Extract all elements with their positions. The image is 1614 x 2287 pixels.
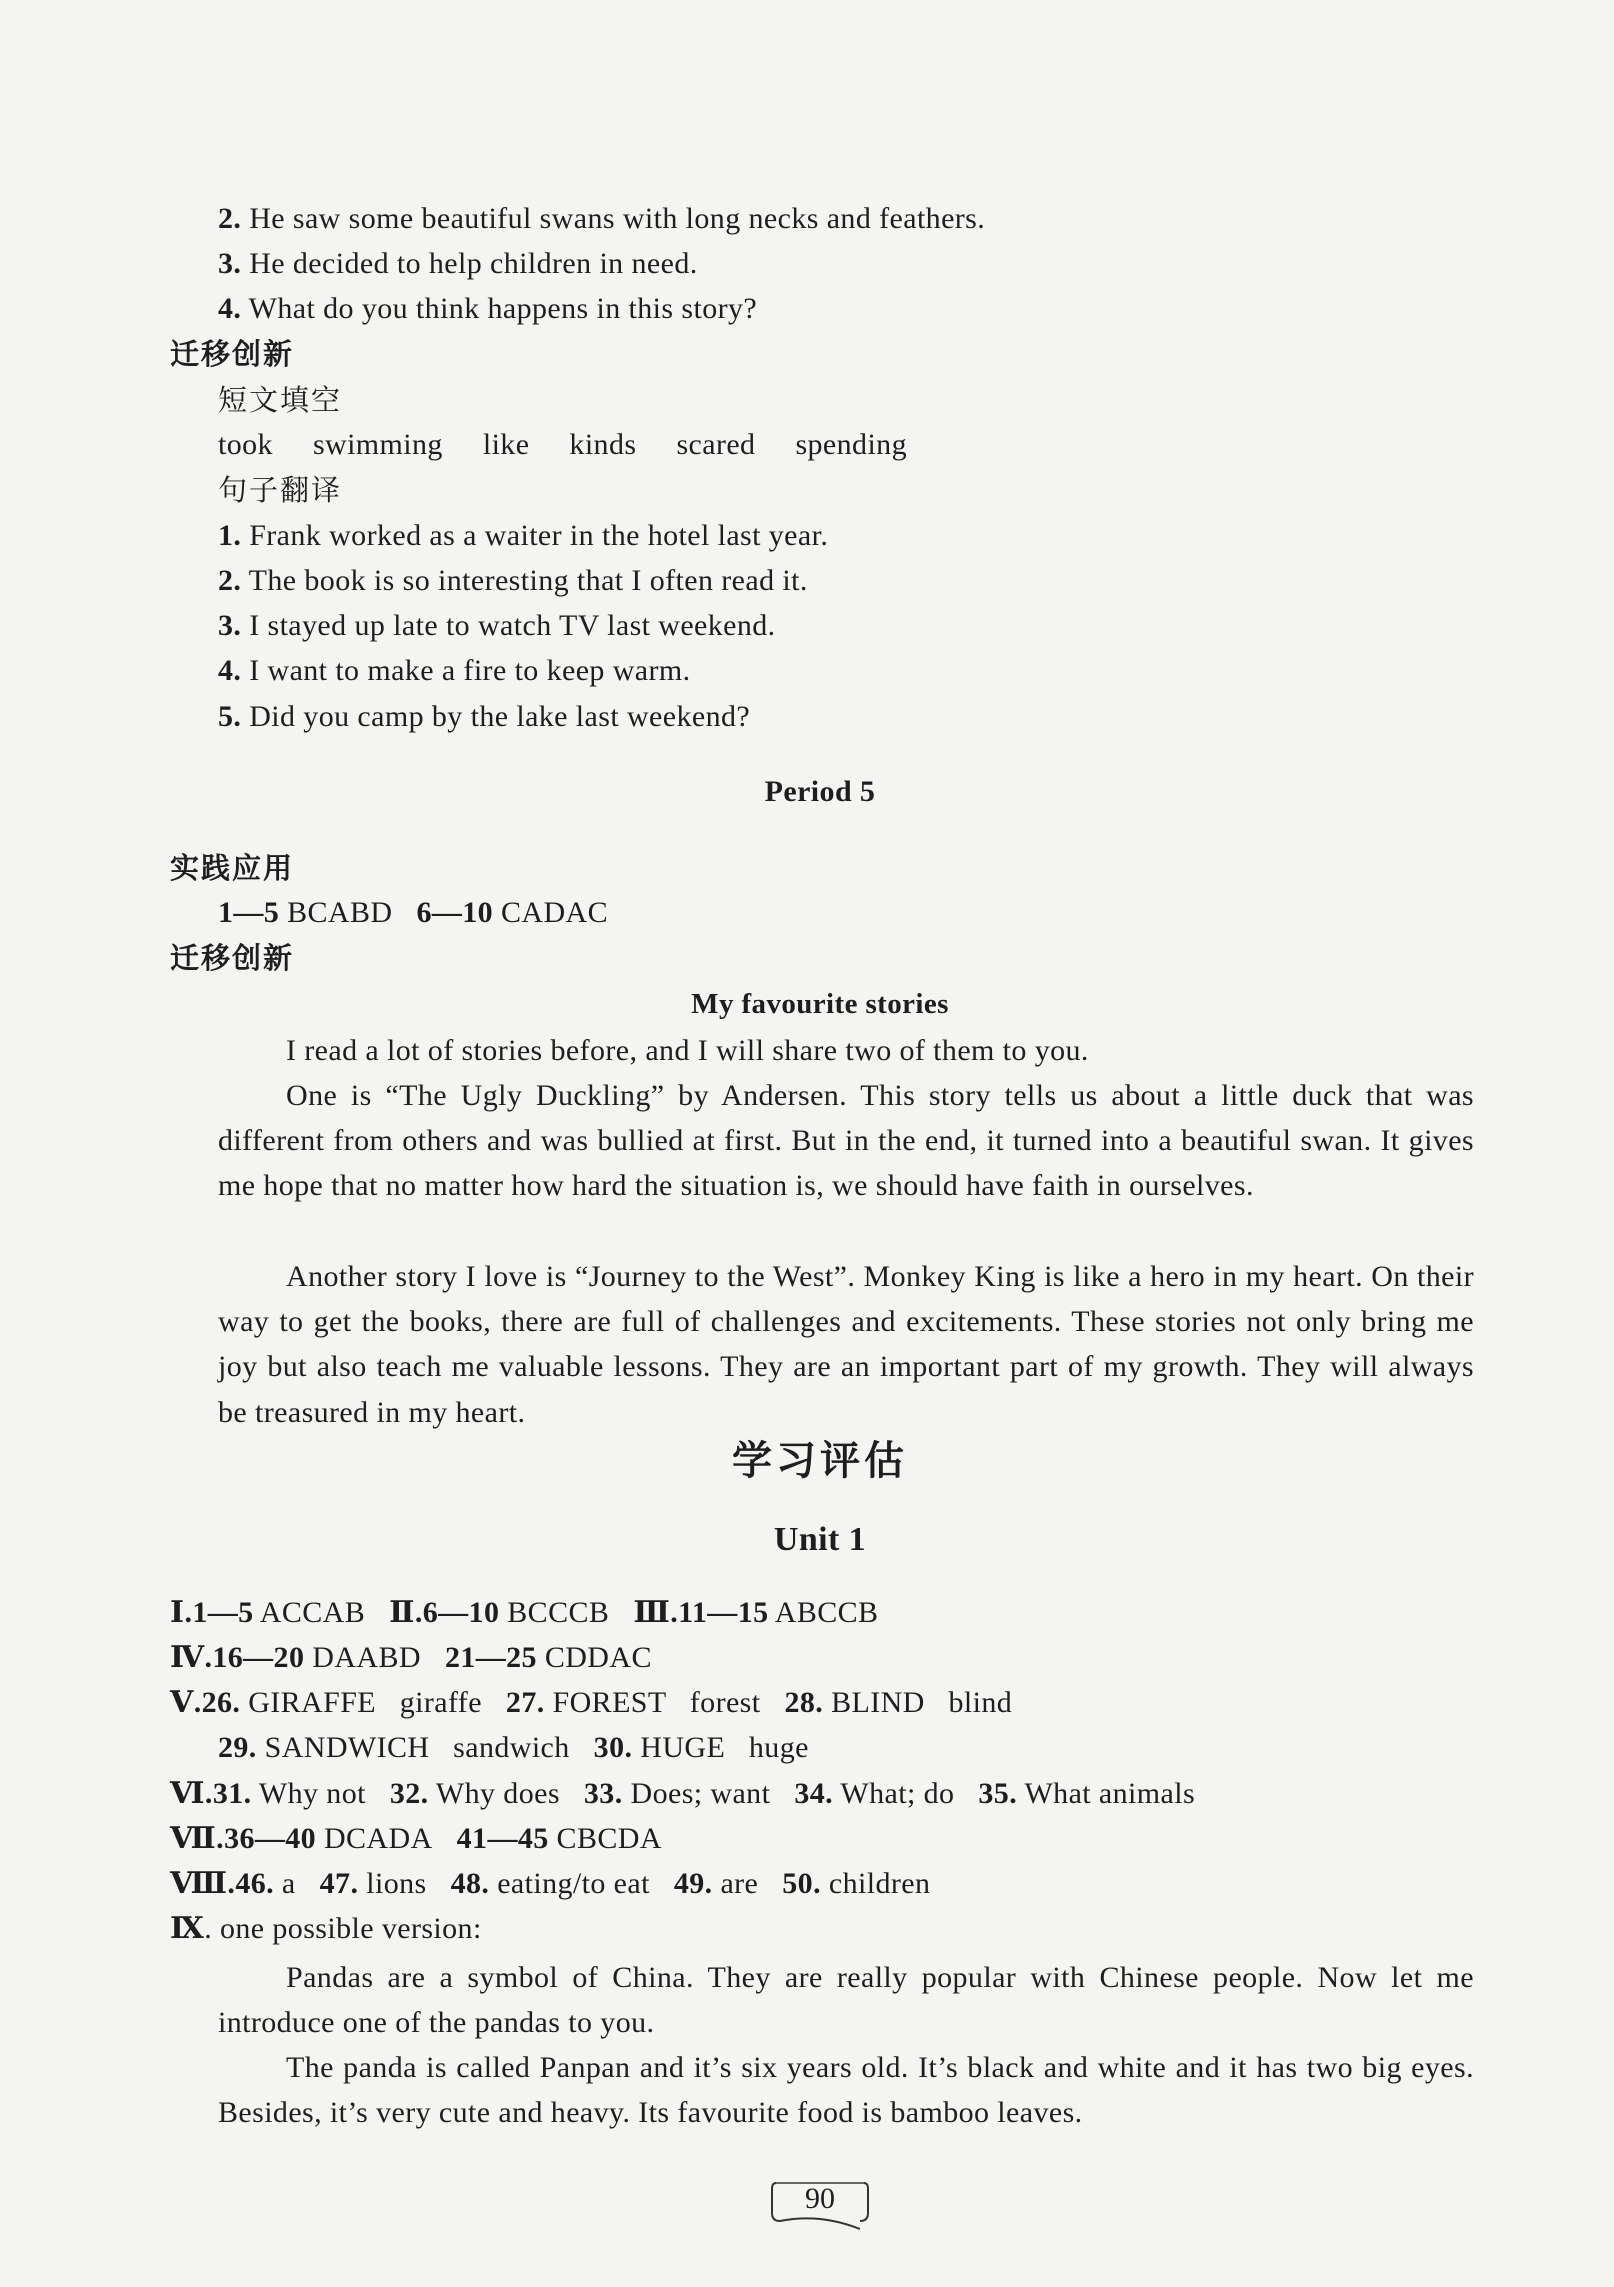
range-label: 11—15 (678, 1596, 769, 1629)
answer-text: GIRAFFE giraffe (240, 1686, 482, 1719)
unit-title: Unit 1 (773, 1521, 867, 1558)
item-number: 47. (319, 1867, 359, 1900)
item-number: 35. (978, 1777, 1018, 1810)
roman-numeral: Ⅴ (170, 1686, 194, 1719)
roman-numeral: Ⅸ (170, 1912, 205, 1945)
item-number: 5. (218, 700, 242, 733)
item-number: 33. (583, 1777, 623, 1810)
item-text: He saw some beautiful swans with long necks and feathers. (241, 202, 986, 235)
answer-text: are (712, 1867, 759, 1900)
answer-text: BLIND blind (823, 1686, 1013, 1719)
item-number: 32. (389, 1777, 429, 1810)
answer-text: CADAC (493, 896, 608, 929)
item-text: I stayed up late to watch TV last weekend. (241, 609, 776, 642)
translation-line (218, 606, 776, 646)
roman-numeral: Ⅰ (170, 1596, 185, 1629)
roman-numeral: Ⅱ (389, 1596, 415, 1629)
range-label: 6—10 (416, 896, 494, 929)
answer-text: . one possible version: (204, 1912, 482, 1945)
answer-text: CBCDA (548, 1822, 662, 1855)
item-number: 31. (212, 1777, 252, 1810)
answer-text: BCCCB (499, 1596, 610, 1629)
answer-text: a (274, 1867, 296, 1900)
translation-line (218, 561, 808, 601)
roman-numeral: Ⅶ (170, 1822, 217, 1855)
range-label: 6—10 (422, 1596, 500, 1629)
subheading-fill-blank: 短文填空 (218, 383, 343, 417)
answer-line-4 (218, 289, 757, 329)
item-number: 49. (673, 1867, 713, 1900)
item-number: 27. (505, 1686, 545, 1719)
item-number: 30. (593, 1731, 633, 1764)
roman-numeral: Ⅳ (170, 1641, 205, 1674)
translation-line (218, 697, 750, 737)
answer-row-6: Ⅷ.46. a 47. lions 48. eating/to eat 49. are 50. children (170, 1864, 930, 1904)
answer-text: ABCCB (768, 1596, 879, 1629)
item-number: 28. (784, 1686, 824, 1719)
item-text: What do you think happens in this story? (241, 292, 758, 325)
roman-numeral: Ⅷ (170, 1867, 228, 1900)
answer-line-3 (218, 244, 698, 284)
range-label: 41—45 (456, 1822, 549, 1855)
practice-answers (218, 893, 608, 933)
answer-text: SANDWICH sandwich (256, 1731, 570, 1764)
fill-word: spending (795, 428, 907, 461)
item-number: 3. (218, 609, 242, 642)
range-label: 36—40 (224, 1822, 317, 1855)
roman-numeral: Ⅲ (633, 1596, 671, 1629)
answer-text: BCABD (279, 896, 393, 929)
page-number-text: 90 (805, 2182, 835, 2215)
essay-paragraph: Another story I love is “Journey to the West”. Monkey King is like a hero in my heart. On their way to get the books, there are full of challenges and excitements. These stories not only bring me joy but also teach me valuable lessons. They are an important part of my growth. They will always be treasured in my heart. (218, 1260, 1474, 1429)
roman-numeral: Ⅵ (170, 1777, 205, 1810)
item-text: Did you camp by the lake last weekend? (241, 700, 751, 733)
item-text: Frank worked as a waiter in the hotel last year. (241, 519, 829, 552)
range-label: 1—5 (192, 1596, 254, 1629)
fill-word: like (482, 428, 530, 461)
period-title: Period 5 (764, 775, 876, 808)
answer-row-2: Ⅳ.16—20 DAABD 21—25 CDDAC (170, 1638, 652, 1678)
item-text: The book is so interesting that I often read it. (241, 564, 808, 597)
item-number: 26. (201, 1686, 241, 1719)
item-number: 3. (218, 247, 242, 280)
fill-word: kinds (569, 428, 637, 461)
item-text: He decided to help children in need. (241, 247, 698, 280)
item-number: 4. (218, 654, 242, 687)
sample-essay-paragraph: Pandas are a symbol of China. They are really popular with Chinese people. Now let me introduce one of the pandas to you. (218, 1961, 1474, 2040)
answer-text: Does; want (622, 1777, 771, 1810)
assessment-title: 学习评估 (732, 1438, 908, 1484)
answer-text: lions (358, 1867, 427, 1900)
item-number: 2. (218, 202, 242, 235)
answer-text: FOREST forest (544, 1686, 761, 1719)
fill-word: took (218, 428, 273, 461)
answer-row-1: Ⅰ.1—5 ACCAB Ⅱ.6—10 BCCCB Ⅲ.11—15 ABCCB (170, 1593, 878, 1633)
essay-paragraph: I read a lot of stories before, and I will share two of them to you. (286, 1034, 1089, 1067)
fill-word: scared (676, 428, 756, 461)
item-number: 1. (218, 519, 242, 552)
answer-text: What animals (1017, 1777, 1196, 1810)
fill-word: swimming (312, 428, 443, 461)
translation-line (218, 516, 828, 556)
essay-paragraph: One is “The Ugly Duckling” by Andersen. This story tells us about a little duck that was different from others and was bullied at first. But in the end, it turned into a beautiful swan. It gives me hope that no matter how hard the situation is, we should have faith in ourselves. (218, 1079, 1474, 1203)
item-number: 34. (794, 1777, 834, 1810)
section-heading-transfer: 迁移创新 (170, 337, 295, 371)
item-number: 46. (235, 1867, 275, 1900)
item-number: 48. (450, 1867, 490, 1900)
section-heading-practice: 实践应用 (170, 851, 295, 885)
answer-row-4: Ⅵ.31. Why not 32. Why does 33. Does; want 34. What; do 35. What animals (170, 1774, 1195, 1814)
item-number: 4. (218, 292, 242, 325)
answer-text: DCADA (316, 1822, 433, 1855)
item-text: I want to make a fire to keep warm. (241, 654, 691, 687)
answer-text: ACCAB (253, 1596, 366, 1629)
answer-row-5: Ⅶ.36—40 DCADA 41—45 CBCDA (170, 1819, 662, 1859)
answer-row-3: Ⅴ.26. GIRAFFE giraffe 27. FOREST forest 28. BLIND blind (170, 1683, 1012, 1723)
page-number (770, 2177, 870, 2241)
answer-row-7 (170, 1909, 482, 1949)
fill-word-list (218, 425, 907, 465)
essay-title: My favourite stories (691, 988, 949, 1020)
translation-line (218, 651, 691, 691)
answer-text: Why not (251, 1777, 366, 1810)
answer-text: HUGE huge (632, 1731, 809, 1764)
sample-essay-paragraph: The panda is called Panpan and it’s six years old. It’s black and white and it has two big eyes. Besides, it’s very cute and heavy. Its favourite food is bamboo leaves. (218, 2051, 1474, 2130)
answer-text: eating/to eat (489, 1867, 650, 1900)
answer-text: CDDAC (536, 1641, 652, 1674)
answer-text: Why does (428, 1777, 560, 1810)
item-number: 2. (218, 564, 242, 597)
answer-line-2 (218, 199, 985, 239)
answer-row-3b (218, 1728, 809, 1768)
range-label: 16—20 (212, 1641, 305, 1674)
range-label: 21—25 (444, 1641, 537, 1674)
item-number: 50. (782, 1867, 821, 1900)
item-number: 29. (218, 1731, 257, 1764)
answer-text: DAABD (304, 1641, 421, 1674)
range-label: 1—5 (218, 896, 280, 929)
answer-text: children (820, 1867, 931, 1900)
answer-text: What; do (833, 1777, 955, 1810)
subheading-translation: 句子翻译 (218, 473, 343, 507)
section-heading-transfer: 迁移创新 (170, 941, 295, 975)
